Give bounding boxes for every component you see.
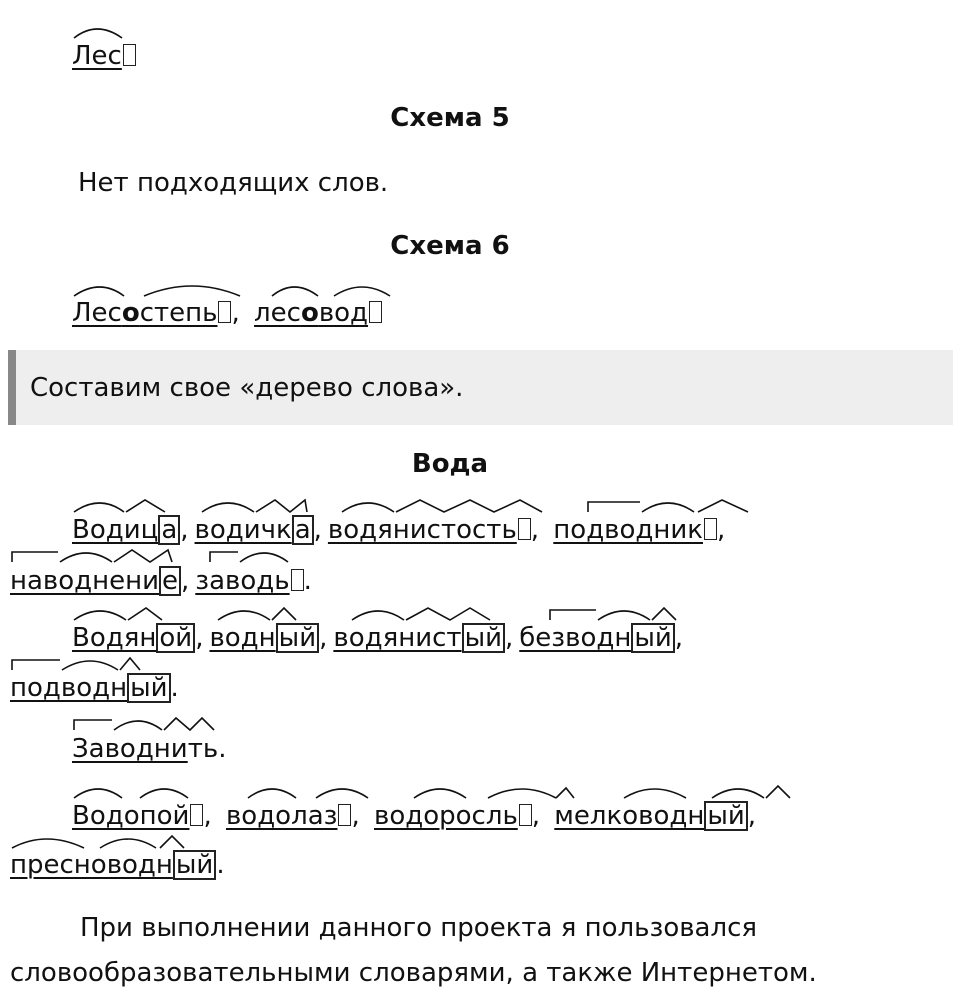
ending-box: ый bbox=[127, 673, 170, 703]
null-ending-box bbox=[123, 44, 136, 66]
word-lesovod bbox=[254, 298, 368, 328]
word-vodyanistost: водянистость bbox=[327, 515, 517, 545]
ending-box: ый bbox=[704, 801, 747, 831]
scheme5-heading: Схема 5 bbox=[390, 103, 510, 133]
word-vodopoy: Водопой bbox=[72, 801, 190, 831]
root-arc bbox=[60, 553, 112, 562]
root-arc bbox=[624, 789, 686, 798]
group2-line2 bbox=[10, 670, 179, 706]
root-arc bbox=[74, 789, 122, 798]
ending-box: ый bbox=[631, 623, 674, 653]
null-ending-box bbox=[291, 569, 304, 591]
root-arc bbox=[74, 611, 126, 620]
word-melkovodnyy: мелководн bbox=[554, 801, 705, 831]
ending-box: а bbox=[158, 515, 180, 545]
null-ending-box bbox=[704, 518, 717, 540]
comma: , bbox=[505, 623, 514, 653]
suffix-caret bbox=[652, 608, 676, 620]
final-line-2: словообразовательными словарями, а также Интернетом. bbox=[10, 958, 817, 988]
suffix-caret bbox=[272, 608, 296, 620]
prefix-bracket bbox=[12, 552, 58, 562]
suffix-caret bbox=[164, 718, 214, 730]
comma: , bbox=[674, 623, 684, 653]
ending-box: ый bbox=[462, 623, 505, 653]
scheme5-text: Нет подходящих слов. bbox=[78, 168, 389, 198]
null-ending-box bbox=[519, 804, 532, 826]
word-presnovodnyy: пресноводн bbox=[10, 850, 173, 880]
group1-line2 bbox=[10, 563, 312, 599]
word-bezvodnyy: безводн bbox=[519, 623, 632, 653]
comma: , bbox=[319, 623, 328, 653]
comma: , bbox=[351, 801, 360, 831]
suffix-caret bbox=[114, 550, 172, 562]
suffix-caret bbox=[556, 788, 574, 798]
suffix-caret bbox=[120, 658, 140, 670]
word-navodnenie: наводнени bbox=[10, 566, 160, 596]
word-vodica: Водиц bbox=[72, 515, 159, 545]
root-part: вод bbox=[318, 298, 369, 328]
null-ending-box bbox=[218, 301, 231, 323]
word-zavod: заводь bbox=[195, 566, 290, 596]
voda-heading: Вода bbox=[411, 449, 489, 479]
root-arc bbox=[140, 789, 188, 798]
suffix-caret bbox=[126, 500, 165, 512]
ending-box: ой bbox=[156, 623, 195, 653]
root-part: Лес bbox=[72, 298, 122, 328]
period: . bbox=[170, 673, 179, 703]
comma: , bbox=[203, 801, 212, 831]
word-vodyanoy: Водян bbox=[72, 623, 157, 653]
group3-line1 bbox=[72, 731, 226, 767]
comma: , bbox=[231, 298, 240, 328]
linking-vowel: о bbox=[121, 298, 140, 328]
root-arc bbox=[248, 789, 296, 798]
comma: , bbox=[181, 566, 190, 596]
word-vodichka: водичк bbox=[194, 515, 292, 545]
suffix-caret bbox=[128, 608, 162, 620]
ending-box: а bbox=[292, 515, 314, 545]
root-arc bbox=[114, 721, 162, 730]
root-arc bbox=[642, 503, 694, 512]
callout-box bbox=[8, 350, 953, 425]
word-vodyanistyy: водянист bbox=[333, 623, 462, 653]
word-podvodnyy: подводн bbox=[10, 673, 128, 703]
suffix-caret bbox=[406, 608, 490, 620]
word-vodolaz: водолаз bbox=[225, 801, 338, 831]
comma: , bbox=[747, 801, 757, 831]
word-lesostep bbox=[72, 298, 217, 328]
group1-line1 bbox=[72, 512, 725, 548]
root-part: степь bbox=[139, 298, 218, 328]
root-arc bbox=[202, 503, 254, 512]
root-arc bbox=[316, 789, 368, 798]
null-ending-box bbox=[190, 804, 203, 826]
period: . bbox=[303, 566, 312, 596]
word-text: Лес bbox=[72, 41, 122, 71]
word-vodnyy: водн bbox=[209, 623, 276, 653]
prefix-bracket bbox=[210, 552, 238, 562]
null-ending-box bbox=[518, 518, 531, 540]
root-arc bbox=[240, 553, 288, 562]
suffix-caret bbox=[698, 500, 748, 512]
prefix-bracket bbox=[74, 720, 112, 730]
group2-line1 bbox=[72, 620, 683, 656]
root-part: лес bbox=[254, 298, 301, 328]
root-arc bbox=[74, 503, 124, 512]
period: . bbox=[216, 850, 225, 880]
ending-box: ый bbox=[173, 850, 216, 880]
scheme6-words bbox=[72, 295, 382, 331]
comma: , bbox=[531, 801, 541, 831]
root-arc bbox=[414, 789, 466, 798]
root-arc bbox=[342, 503, 394, 512]
suffix-caret bbox=[766, 786, 790, 798]
prefix-bracket bbox=[588, 502, 640, 512]
comma: , bbox=[180, 515, 189, 545]
linking-vowel: о bbox=[300, 298, 319, 328]
prefix-bracket bbox=[12, 660, 60, 670]
comma: , bbox=[717, 515, 726, 545]
comma: , bbox=[313, 515, 322, 545]
null-ending-box bbox=[338, 804, 351, 826]
root-arc bbox=[218, 611, 270, 620]
word-zavodnit: Заводни bbox=[72, 734, 188, 764]
root-arc bbox=[712, 789, 764, 798]
suffix-caret bbox=[256, 500, 307, 512]
group4-line1 bbox=[72, 798, 756, 834]
ending-box: ый bbox=[276, 623, 319, 653]
word-les bbox=[72, 38, 136, 74]
scheme6-heading: Схема 6 bbox=[390, 231, 510, 261]
final-line-1: При выполнении данного проекта я пользовался bbox=[80, 913, 758, 943]
word-vodorosl: водоросль bbox=[374, 801, 518, 831]
comma: , bbox=[530, 515, 540, 545]
root-arc bbox=[598, 611, 650, 620]
callout-text: Составим свое «дерево слова». bbox=[30, 373, 464, 403]
prefix-bracket bbox=[550, 610, 596, 620]
null-ending-box bbox=[369, 301, 382, 323]
group4-line2 bbox=[10, 847, 225, 883]
suffix-caret bbox=[396, 500, 542, 512]
period: . bbox=[218, 734, 227, 764]
suffix-text: ть bbox=[187, 734, 219, 764]
root-arc bbox=[74, 29, 122, 38]
root-arc bbox=[62, 661, 118, 670]
ending-box: е bbox=[159, 566, 181, 596]
root-arc bbox=[352, 611, 404, 620]
comma: , bbox=[195, 623, 204, 653]
word-podvodnik: подводник bbox=[553, 515, 703, 545]
root-arc bbox=[488, 789, 556, 798]
